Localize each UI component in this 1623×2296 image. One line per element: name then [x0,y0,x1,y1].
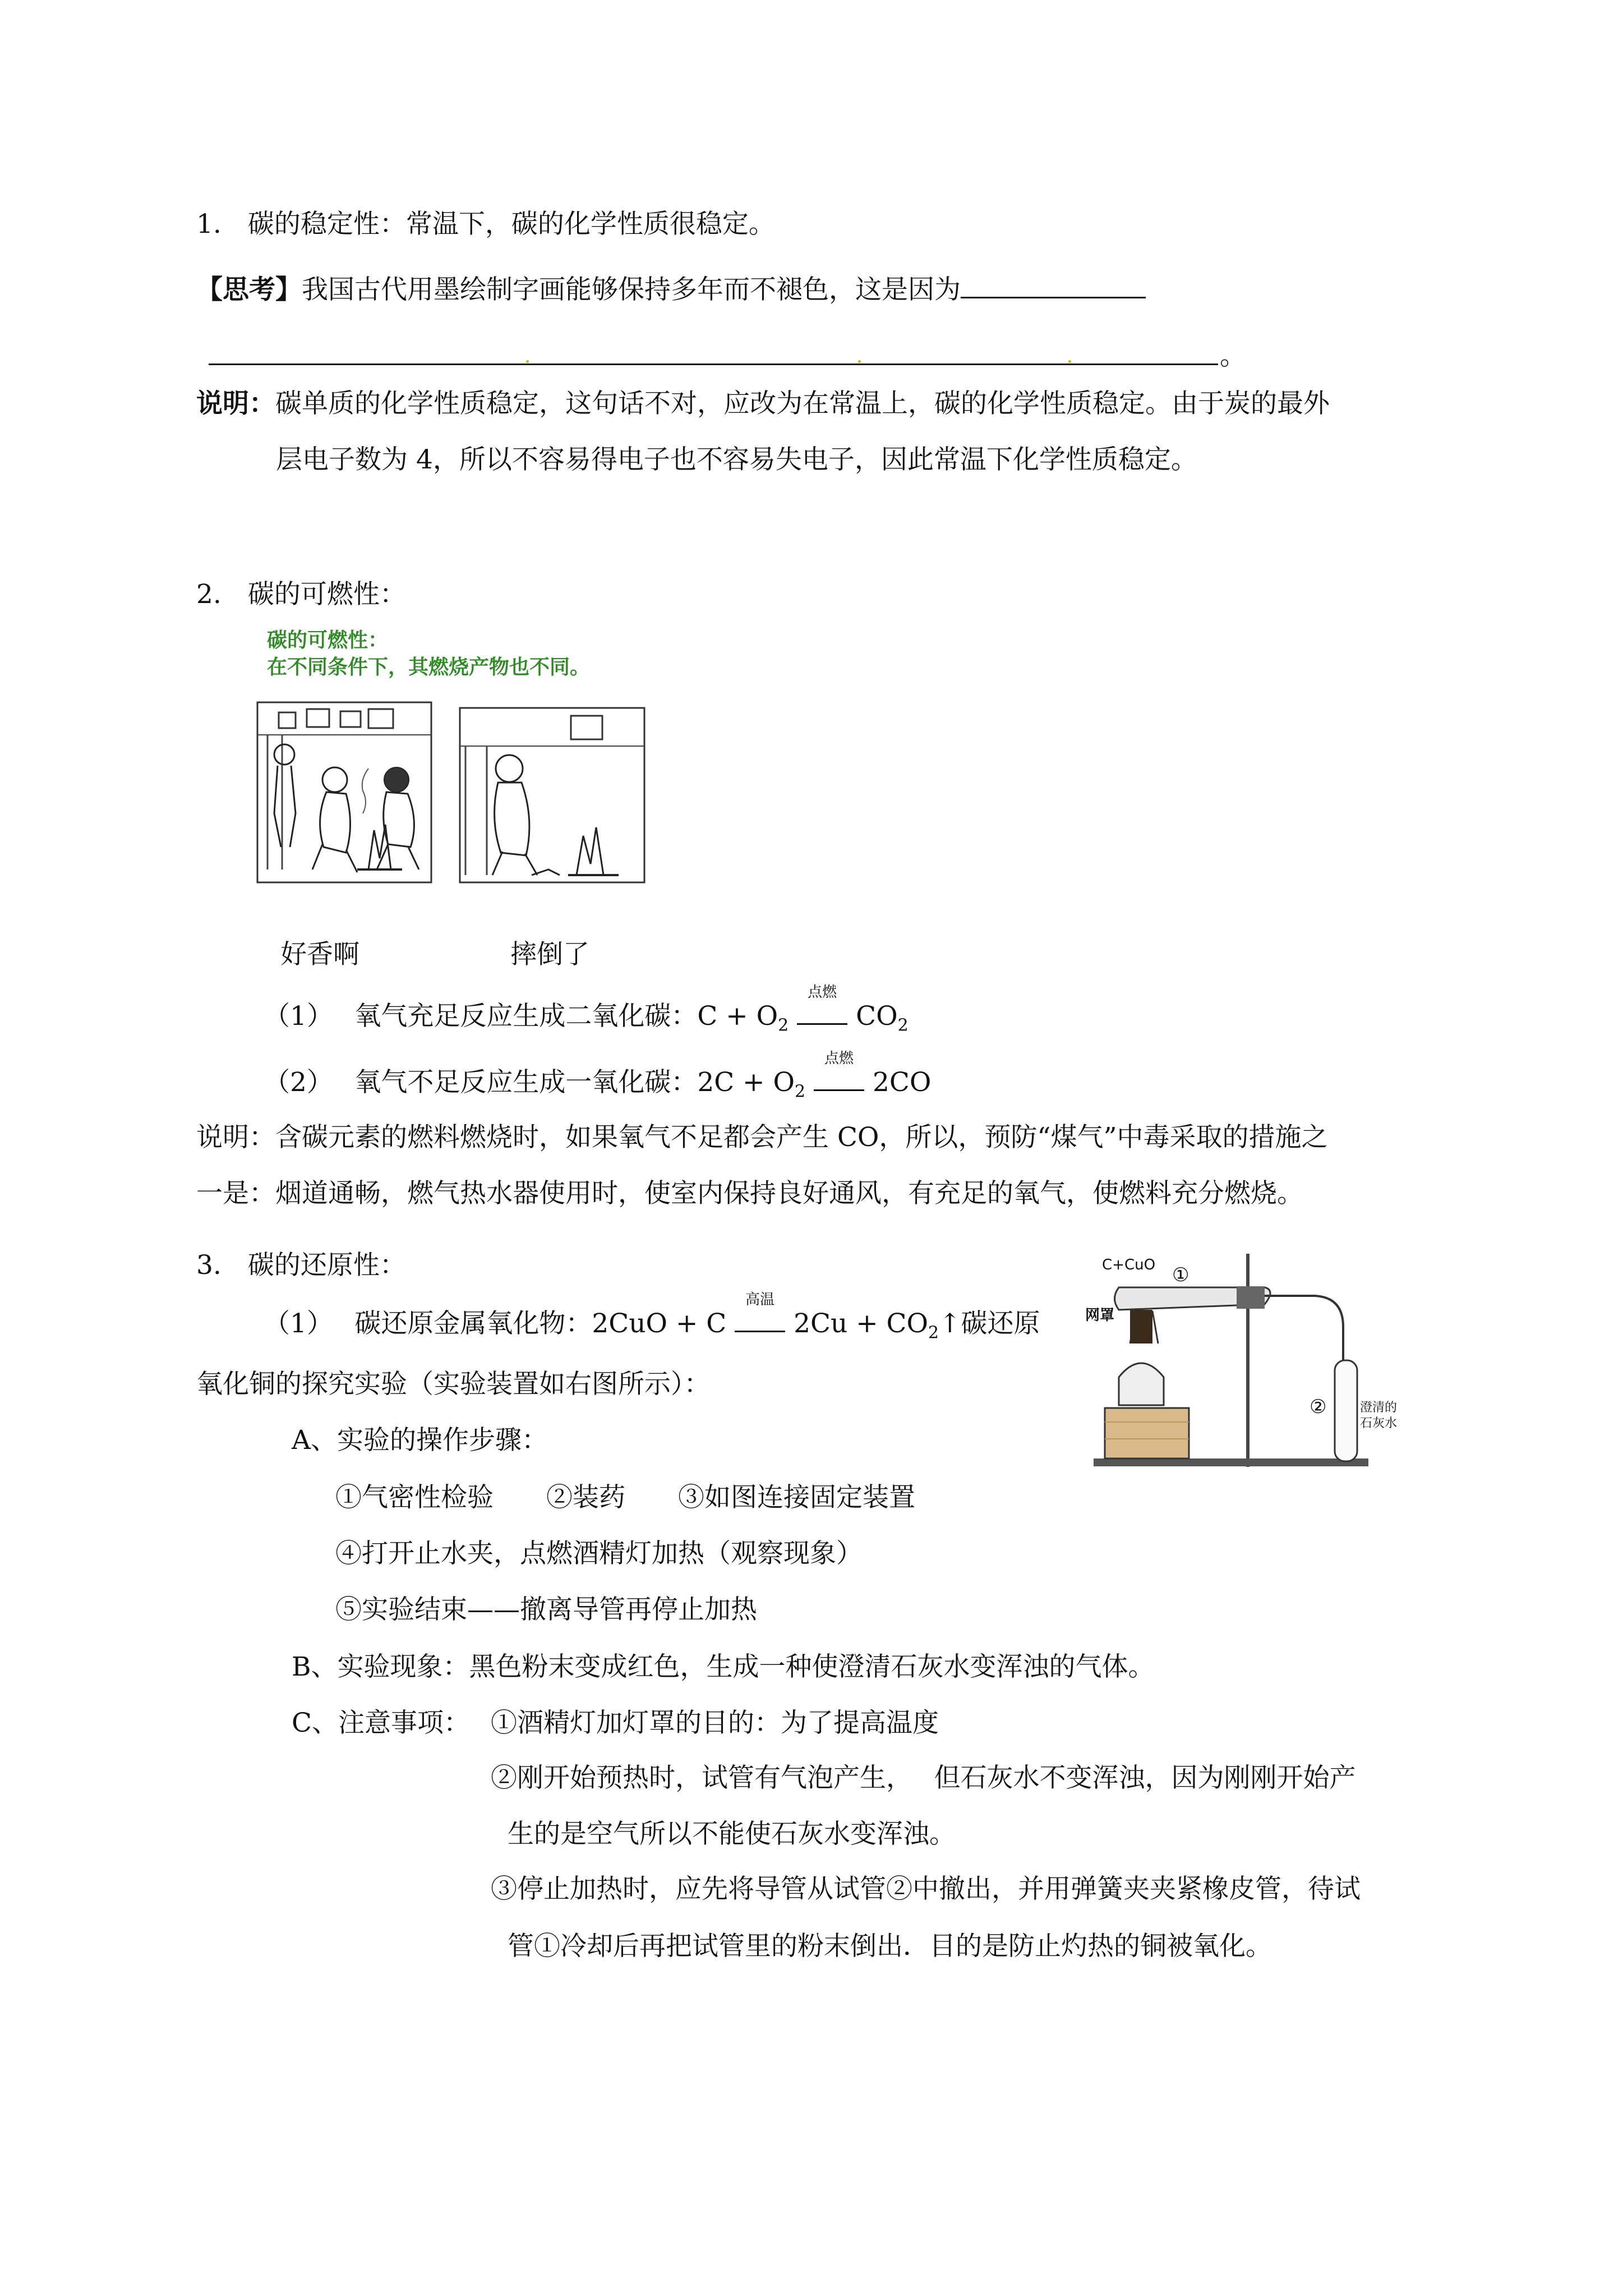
note-label: 说明： [196,388,275,419]
equation-1: （1） 氧气充足反应生成二氧化碳：$C + O_2$ 点燃 $CO_2$ [264,984,909,1036]
steps-line1: ①气密性检验 ②装药 ③如图连接固定装置 [335,1482,915,1513]
answer-blank-2[interactable] [209,364,1218,365]
label-tube1: ① [1172,1264,1189,1286]
cartoon-people-smelling-smoke [256,701,432,884]
label-limewater-1: 澄清的 [1360,1401,1398,1415]
caption-left: 好香啊 [280,939,359,970]
note-c2-line1: ②刚开始预热时，试管有气泡产生， 但石灰水不变浑浊，因为刚刚开始产 [491,1763,1356,1793]
apparatus-figure [1080,1248,1398,1475]
label-tube2: ② [1310,1396,1327,1418]
section1-heading: 1. 碳的稳定性：常温下，碳的化学性质很稳定。 [196,209,775,240]
label-reagent: C+CuO [1102,1257,1156,1273]
section2-heading: 2. 碳的可燃性： [196,579,406,610]
condition-arrow: 点燃 [814,1066,864,1099]
label-mesh: 网罩 [1085,1307,1115,1324]
note-c1: ①酒精灯加灯罩的目的：为了提高温度 [491,1708,939,1738]
think-text: 我国古代用墨绘制字画能够保持多年而不褪色，这是因为 [302,274,961,305]
section2-note-line2: 一是：烟道通畅，燃气热水器使用时，使室内保持良好通风，有充足的氧气，使燃料充分燃烧。 [196,1178,1303,1209]
answer-blank-1[interactable] [961,272,1146,298]
notes-title: C、注意事项： [292,1708,470,1738]
phenomenon-text: B、实验现象：黑色粉末变成红色，生成一种使澄清石灰水变浑浊的气体。 [292,1651,1155,1682]
condition-arrow: 点燃 [797,1000,847,1033]
note-c3-line2: 管①冷却后再把试管里的粉末倒出．目的是防止灼热的铜被氧化。 [508,1931,1272,1962]
section1-note-line2: 层电子数为 4，所以不容易得电子也不容易失电子，因此常温下化学性质稳定。 [276,444,1197,475]
label-limewater-2: 石灰水 [1360,1416,1398,1430]
answer-period: 。 [1220,341,1246,371]
equation-2: （2） 氧气不足反应生成一氧化碳：$2C + O_2$ 点燃 2CO [264,1050,932,1102]
steps-title: A、实验的操作步骤： [292,1425,548,1456]
note-c2-line2: 生的是空气所以不能使石灰水变浑浊。 [508,1819,956,1849]
think-label: 【思考】 [196,274,302,305]
cartoon-person-fallen [459,707,645,884]
think-paragraph [196,272,1146,307]
section1-note-line1: 说明：碳单质的化学性质稳定，这句话不对，应改为在常温上，碳的化学性质稳定。由于炭的最外 [196,388,1330,419]
section2-note-line1: 说明：含碳元素的燃料燃烧时，如果氧气不足都会产生 CO，所以，预防“煤气”中毒采取的措施之 [196,1122,1328,1153]
condition-arrow: 高温 [735,1307,785,1341]
note-c3-line1: ③停止加热时，应先将导管从试管②中撤出，并用弹簧夹夹紧橡皮管，待试 [491,1874,1361,1904]
section3-line2: 氧化铜的探究实验（实验装置如右图所示）： [196,1369,711,1400]
caption-right: 摔倒了 [510,939,589,970]
section3-heading: 3. 碳的还原性： [196,1250,406,1281]
steps-line2: ④打开止水夹，点燃酒精灯加热（观察现象） [335,1538,863,1569]
steps-line3: ⑤实验结束——撤离导管再停止加热 [335,1594,757,1625]
mark-dot [858,360,861,363]
mark-dot [526,360,529,363]
green-subtitle: 在不同条件下，其燃烧产物也不同。 [267,656,591,679]
mark-dot [1068,360,1071,363]
equation-3: （1） 碳还原金属氧化物：2CuO + C 高温 $2Cu + CO_2↑$碳还原 [264,1291,1040,1343]
green-title: 碳的可燃性： [267,629,389,652]
